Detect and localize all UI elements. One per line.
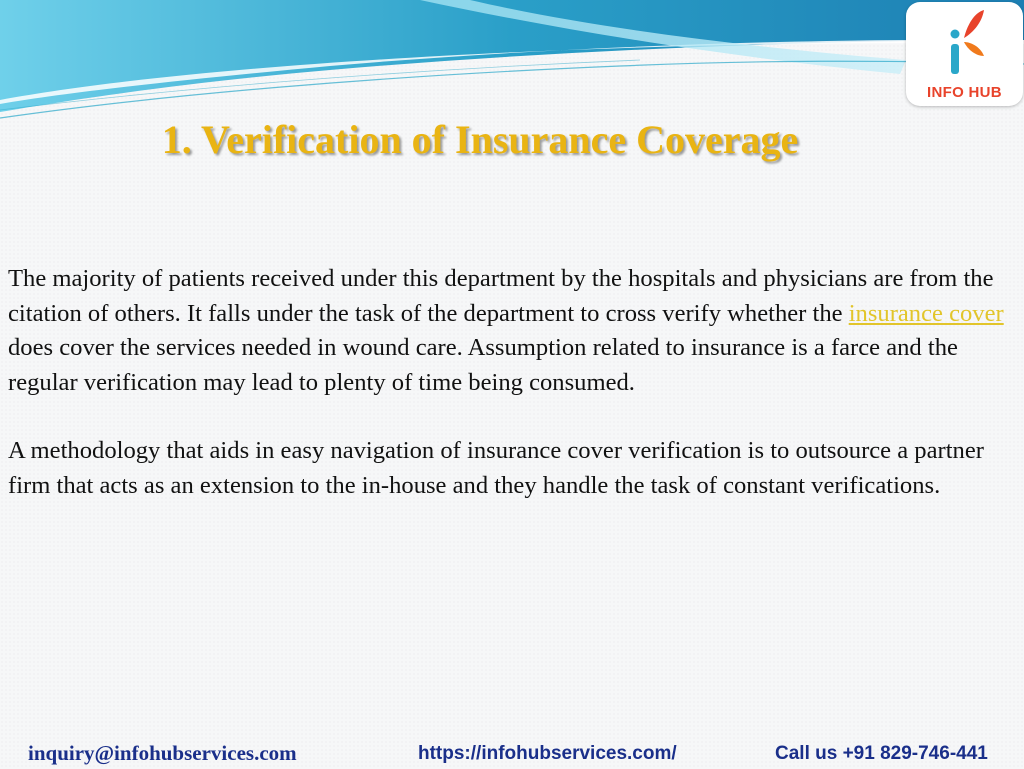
slide-body (8, 262, 1020, 537)
footer-phone: Call us +91 829-746-441 (775, 743, 988, 764)
insurance-cover-link[interactable]: insurance cover (848, 299, 1004, 327)
header-wave-graphic (0, 0, 1024, 125)
paragraph-2: A methodology that aids in easy navigation of insurance cover verification is to outsource a partner firm that acts as an extension to the in-house and they handle the task of constant verifications. (8, 437, 984, 499)
footer (0, 739, 1024, 769)
logo-text: INFO HUB (927, 84, 1002, 101)
info-hub-logo (906, 2, 1023, 106)
info-hub-logo-icon (946, 8, 986, 80)
paragraph-1 (8, 262, 1020, 400)
footer-website-link[interactable]: https://infohubservices.com/ (418, 743, 677, 764)
slide-title: 1. Verification of Insurance Coverage (161, 117, 799, 162)
paragraph-1-text-end: does cover the services needed in wound care. Assumption related to insurance is a farce and the regular verification may lead to plenty of time being consumed. (8, 334, 958, 396)
paragraph-1-text-start: The majority of patients received under this department by the hospitals and physicians are from the citation of others. It falls under the task of the department to cross verify whether the (8, 265, 994, 327)
footer-email-link[interactable]: inquiry@infohubservices.com (28, 741, 297, 765)
